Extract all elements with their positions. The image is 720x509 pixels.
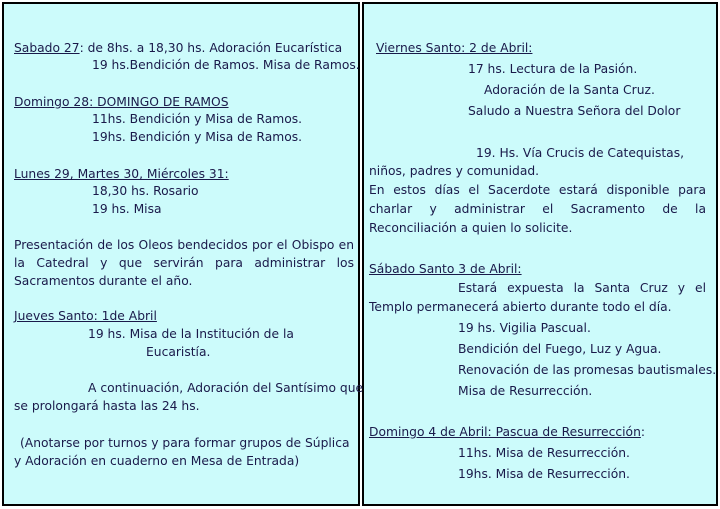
easter-sunday-colon: :	[640, 425, 646, 439]
turnos-line-1: (Anotarse por turnos y para formar grupos de Súplica	[20, 436, 350, 450]
sunday-heading: Domingo 28: DOMINGO DE RAMOS	[14, 95, 229, 109]
vigilia-line-4: Misa de Resurrección.	[458, 384, 593, 398]
viacrucis-line-2: niños, padres y comunidad.	[369, 164, 540, 178]
easter-sunday-line-2: 19hs. Misa de Resurrección.	[458, 467, 630, 481]
thursday-line-1: 19 hs. Misa de la Institución de la	[88, 327, 294, 341]
sacerdote-line-1: En estos días el Sacerdote estará disponible para	[369, 183, 706, 197]
adoracion-line-2: se prolongará hasta las 24 hs.	[14, 399, 200, 413]
thursday-heading: Jueves Santo: 1de Abril	[14, 309, 157, 323]
turnos-line-2: y Adoración en cuaderno en Mesa de Entrada)	[14, 454, 300, 468]
sacerdote-line-3: Reconciliación a quien lo solicite.	[369, 221, 573, 235]
sunday-line-1: 11hs. Bendición y Misa de Ramos.	[92, 112, 303, 126]
friday-line-3: Saludo a Nuestra Señora del Dolor	[468, 104, 681, 118]
holy-saturday-heading: Sábado Santo 3 de Abril:	[369, 262, 522, 276]
friday-line-1: 17 hs. Lectura de la Pasión.	[468, 62, 638, 76]
oleos-line-3: Sacramentos durante el año.	[14, 274, 193, 288]
saturday-line	[14, 40, 342, 56]
thursday-line-2: Eucaristía.	[146, 345, 211, 359]
oleos-line-2: la Catedral y que servirán para administrar los	[14, 256, 354, 270]
holy-saturday-line-2: Templo permanecerá abierto durante todo el día.	[369, 300, 672, 314]
weekdays-line-2: 19 hs. Misa	[92, 202, 162, 216]
sunday-line-2: 19hs. Bendición y Misa de Ramos.	[92, 130, 303, 144]
oleos-line-1: Presentación de los Oleos bendecidos por el Obispo en	[14, 238, 354, 252]
saturday-rest: : de 8hs. a 18,30 hs. Adoración Eucarística	[79, 41, 343, 55]
easter-sunday-line	[369, 424, 645, 440]
easter-sunday-line-1: 11hs. Misa de Resurrección.	[458, 446, 630, 460]
friday-heading: Viernes Santo: 2 de Abril:	[376, 41, 533, 55]
adoracion-line-1: A continuación, Adoración del Santísimo que	[88, 381, 364, 395]
holy-saturday-line-1: Estará expuesta la Santa Cruz y el	[458, 281, 706, 295]
vigilia-line-3: Renovación de las promesas bautismales.	[458, 363, 717, 377]
easter-sunday-heading: Domingo 4 de Abril: Pascua de Resurrección	[369, 425, 641, 439]
vigilia-line-2: Bendición del Fuego, Luz y Agua.	[458, 342, 662, 356]
friday-line-2: Adoración de la Santa Cruz.	[484, 83, 655, 97]
weekdays-line-1: 18,30 hs. Rosario	[92, 184, 199, 198]
vigilia-line-1: 19 hs. Vigilia Pascual.	[458, 321, 591, 335]
left-panel	[2, 2, 360, 506]
weekdays-heading: Lunes 29, Martes 30, Miércoles 31:	[14, 167, 229, 181]
sacerdote-line-2: charlar y administrar el Sacramento de la	[369, 202, 706, 216]
saturday-label: Sabado 27	[14, 41, 80, 55]
saturday-line-2: 19 hs.Bendición de Ramos. Misa de Ramos.	[92, 58, 360, 72]
viacrucis-line-1: 19. Hs. Vía Crucis de Catequistas,	[476, 146, 685, 160]
